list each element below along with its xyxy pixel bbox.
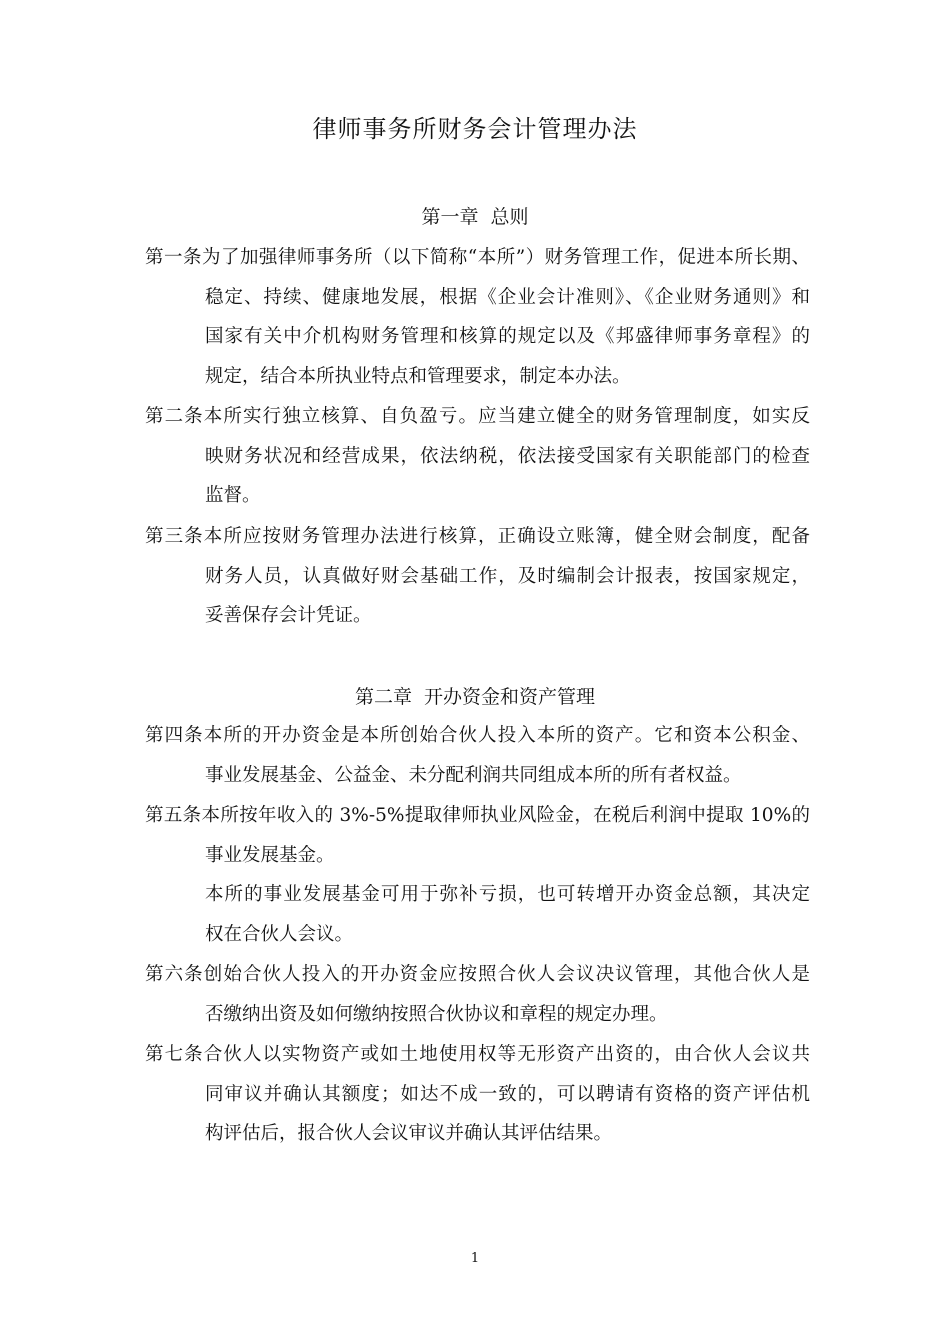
article-4 (145, 716, 810, 795)
article-text: 本所应按财务管理办法进行核算，正确设立账簿，健全财会制度，配备 (203, 526, 810, 547)
chapter-title: 开办资金和资产管理 (424, 686, 596, 708)
article-line: 权在合伙人会议。 (205, 923, 354, 945)
article-label: 第一条 (145, 247, 202, 268)
article-label: 第七条 (145, 1044, 204, 1065)
article-text: 创始合伙人投入的开办资金应按照合伙人会议决议管理，其他合伙人是 (203, 964, 810, 985)
chapter-label: 第二章 (354, 686, 412, 708)
article-5 (145, 796, 810, 954)
article-line: 否缴纳出资及如何缴纳按照合伙协议和章程的规定办理。 (205, 1003, 668, 1025)
article-3 (145, 517, 810, 636)
article-line (145, 716, 810, 756)
article-line: 国家有关中介机构财务管理和核算的规定以及《邦盛律师事务章程》的 (205, 326, 810, 347)
article-line (145, 238, 810, 278)
chapter-heading-2 (0, 683, 950, 711)
article-label: 第三条 (145, 526, 204, 547)
article-2 (145, 397, 810, 516)
chapter-heading-1 (0, 203, 950, 231)
article-line: 稳定、持续、健康地发展，根据《企业会计准则》、《企业财务通则》和 (205, 286, 810, 308)
article-text: 本所的开办资金是本所创始合伙人投入本所的资产。它和资本公积金、 (203, 725, 810, 746)
article-line: 财务人员，认真做好财会基础工作，及时编制会计报表，按国家规定， (205, 565, 810, 587)
document-title: 律师事务所财务会计管理办法 (312, 115, 638, 143)
article-label: 第二条 (145, 406, 204, 427)
article-text: 为了加强律师事务所（以下简称“本所”）财务管理工作，促进本所长期、 (201, 247, 810, 268)
article-line: 事业发展基金、公益金、未分配利润共同组成本所的所有者权益。 (205, 764, 742, 786)
article-line (145, 397, 810, 437)
article-line: 构评估后，报合伙人会议审议并确认其评估结果。 (205, 1123, 613, 1144)
article-line: 妥善保存会计凭证。 (205, 605, 372, 626)
article-line: 事业发展基金。 (205, 844, 335, 866)
article-text: 本所实行独立核算、自负盈亏。应当建立健全的财务管理制度，如实反 (203, 406, 810, 427)
article-label: 第四条 (145, 725, 204, 746)
chapter-title: 总则 (490, 206, 529, 228)
article-line (145, 517, 810, 557)
article-line: 同审议并确认其额度；如达不成一致的，可以聘请有资格的资产评估机 (205, 1083, 810, 1105)
article-text: 合伙人以实物资产或如土地使用权等无形资产出资的，由合伙人会议共 (203, 1044, 810, 1065)
article-line: 映财务状况和经营成果，依法纳税，依法接受国家有关职能部门的检查 (205, 445, 810, 467)
article-6 (145, 955, 810, 1034)
article-line: 规定，结合本所执业特点和管理要求，制定本办法。 (205, 365, 631, 387)
article-line: 本所的事业发展基金可用于弥补亏损，也可转增开办资金总额，其决定 (205, 884, 810, 905)
article-label: 第六条 (145, 964, 204, 985)
article-line: 监督。 (205, 485, 261, 506)
article-label: 第五条 (145, 805, 202, 826)
article-line (145, 1035, 810, 1075)
article-line (145, 796, 810, 836)
page-number: 1 (470, 1251, 480, 1266)
chapter-label: 第一章 (421, 206, 479, 228)
article-7 (145, 1035, 810, 1154)
article-text: 本所按年收入的 3%-5%提取律师执业风险金，在税后利润中提取 10%的 (201, 805, 810, 826)
article-1 (145, 238, 810, 396)
article-line (145, 955, 810, 995)
